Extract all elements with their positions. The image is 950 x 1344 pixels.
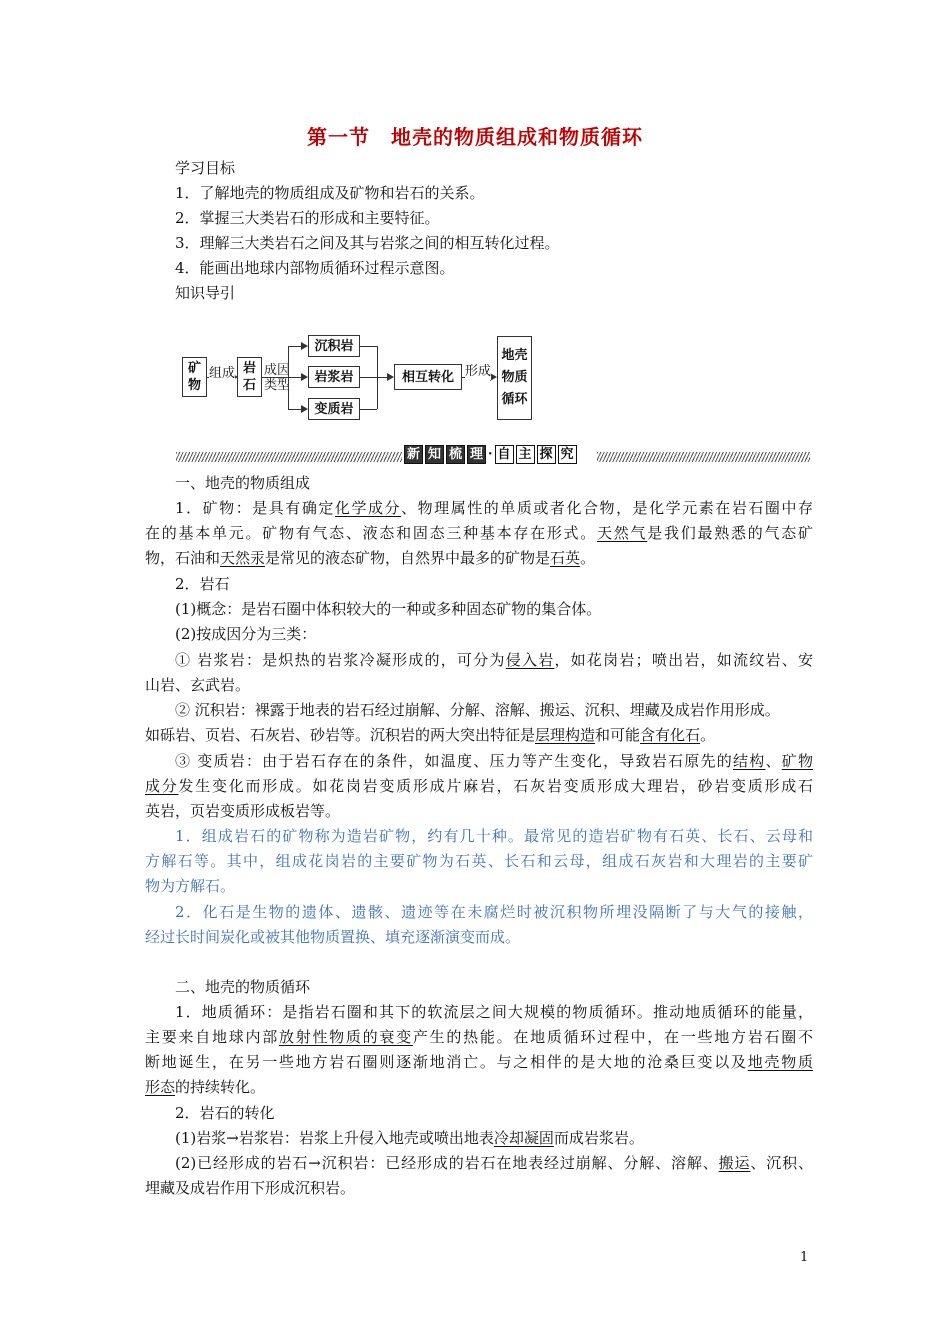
sedimentary-line: 如砾岩、页岩、石灰岩、砂岩等。沉积岩的两大突出特征是层理构造和可能含有化石。: [145, 726, 716, 744]
banner-hatch-right: [597, 452, 810, 462]
cycle-line: 形态的持续转化。: [145, 1078, 266, 1096]
banner-char: 知: [425, 445, 444, 464]
banner-char: 究: [558, 445, 577, 464]
transform-line: (2)已经形成的岩石→沉积岩：已经形成的岩石在地表经过崩解、分解、溶解、搬运、沉积、: [175, 1154, 813, 1172]
banner-char: 新: [404, 445, 423, 464]
banner-char: 梳: [446, 445, 465, 464]
objective-item: 4．能画出地球内部物质循环过程示意图。: [175, 259, 455, 277]
diagram-box-mutual: 相互转化: [394, 364, 462, 390]
diagram-label-form: 形成: [465, 364, 492, 379]
banner-char: 自: [495, 445, 514, 464]
banner-char: 主: [516, 445, 535, 464]
page-number: 1: [800, 1250, 809, 1265]
diagram-label-cause-type: 成因类型: [264, 363, 291, 393]
diagram-box-igneous: 岩浆岩: [308, 366, 360, 388]
diagram-box-metamorphic: 变质岩: [308, 398, 360, 420]
rock-heading: 2．岩石: [175, 575, 230, 593]
diagram-box-sedimentary: 沉积岩: [308, 335, 360, 357]
note-line: 2．化石是生物的遗体、遗骸、遗迹等在未腐烂时被沉积物所埋没隔断了与大气的接触，: [175, 903, 813, 921]
note-line: 1．组成岩石的矿物称为造岩矿物，约有几十种。最常见的造岩矿物有石英、长石、云母和: [175, 827, 813, 845]
transform-line: (1)岩浆→岩浆岩：岩浆上升侵入地壳或喷出地表冷却凝固而成岩浆岩。: [175, 1129, 644, 1147]
note-line: 方解石等。其中，组成花岗岩的主要矿物为石英、长石和云母，组成石灰岩和大理岩的主要矿: [145, 852, 813, 870]
cycle-line: 断地诞生，在另一些地方岩石圈则逐渐地消亡。与之相伴的是大地的沧桑巨变以及地壳物质: [145, 1053, 813, 1071]
transform-line: 埋藏及成岩作用下形成沉积岩。: [145, 1179, 356, 1197]
objectives-heading: 学习目标: [175, 159, 236, 177]
igneous-line: ① 岩浆岩：是炽热的岩浆冷凝形成的，可分为侵入岩，如花岗岩；喷出岩，如流纹岩、安: [175, 651, 813, 669]
cycle-line: 主要来自地球内部放射性物质的衰变产生的热能。在地质循环过程中，在一些地方岩石圈不: [145, 1028, 813, 1046]
transform-heading: 2．岩石的转化: [175, 1104, 275, 1122]
metamorphic-line: ③ 变质岩：由于岩石存在的条件，如温度、压力等产生变化，导致岩石原先的结构、矿物: [175, 752, 813, 770]
metamorphic-line: 英岩，页岩变质形成板岩等。: [145, 802, 341, 820]
page-title: 第一节 地壳的物质组成和物质循环: [307, 125, 643, 149]
objective-item: 3．理解三大类岩石之间及其与岩浆之间的相互转化过程。: [175, 234, 560, 252]
section2-heading: 二、地壳的物质循环: [175, 978, 311, 996]
section-banner: [404, 443, 579, 465]
objective-item: 1．了解地壳的物质组成及矿物和岩石的关系。: [175, 184, 485, 202]
igneous-line: 山岩、玄武岩。: [145, 676, 251, 694]
mineral-paragraph-line: 物，石油和天然汞是常见的液态矿物，自然界中最多的矿物是石英。: [145, 549, 596, 567]
banner-char: 理: [467, 445, 486, 464]
banner-dot: ·: [488, 446, 493, 462]
diagram-box-cycle: 地壳物质循环: [497, 336, 532, 420]
rock-classes: (2)按成因分为三类：: [175, 625, 317, 643]
diagram-label-compose: 组成: [209, 366, 236, 381]
banner-char: 探: [537, 445, 556, 464]
note-line: 物为方解石。: [145, 877, 236, 895]
note-line: 经过长时间炭化或被其他物质置换、填充逐渐演变而成。: [145, 928, 521, 946]
cycle-line: 1．地质循环：是指岩石圈和其下的软流层之间大规模的物质循环。推动地质循环的能量，: [175, 1003, 813, 1021]
metamorphic-line: 成分发生变化而形成。如花岗岩变质形成片麻岩，石灰岩变质形成大理岩，砂岩变质形成石: [145, 777, 813, 795]
banner-hatch-left: [176, 452, 402, 462]
objective-item: 2．掌握三大类岩石的形成和主要特征。: [175, 209, 440, 227]
diagram-box-mineral: 矿物: [182, 357, 207, 397]
guide-heading: 知识导引: [175, 284, 236, 302]
sedimentary-line: ② 沉积岩：裸露于地表的岩石经过崩解、分解、溶解、搬运、沉积、埋藏及成岩作用形成。: [175, 701, 780, 719]
section1-heading: 一、地壳的物质组成: [175, 474, 311, 492]
mineral-paragraph-line: 在的基本单元。矿物有气态、液态和固态三种基本存在形式。天然气是我们最熟悉的气态矿: [145, 524, 813, 542]
rock-concept: (1)概念：是岩石圈中体积较大的一种或多种固态矿物的集合体。: [175, 600, 602, 618]
diagram-box-rock: 岩石: [237, 357, 262, 397]
mineral-paragraph-line: 1．矿物：是具有确定化学成分、物理属性的单质或者化合物，是化学元素在岩石圈中存: [175, 499, 813, 517]
